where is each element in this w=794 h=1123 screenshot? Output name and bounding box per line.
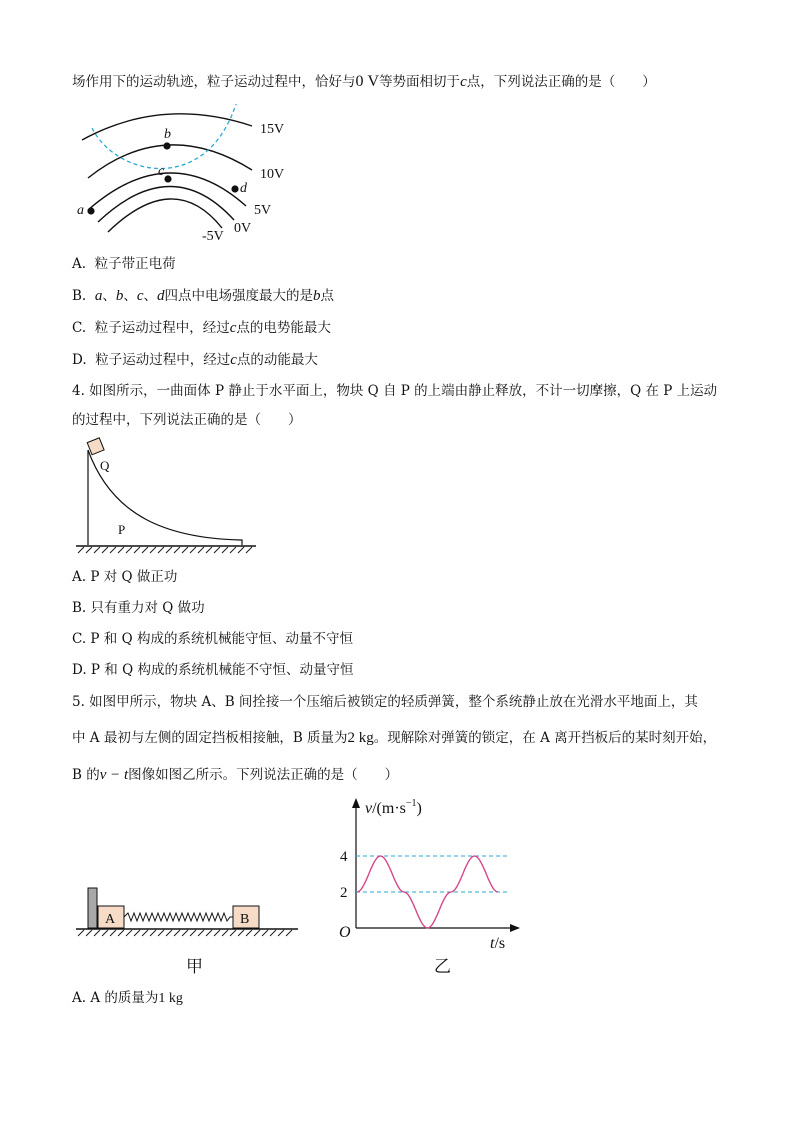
q5-line2-pre: 中 A 最初与左侧的固定挡板相接触，B 质量为: [72, 730, 348, 746]
q5-spring-figure: [72, 880, 307, 980]
origin-label: O: [339, 924, 351, 941]
q4-option-d: D. P 和 Q 构成的系统机械能不守恒、动量守恒: [72, 662, 354, 678]
point-d: [231, 185, 238, 192]
x-axis-arrow: [510, 924, 520, 932]
label-q: Q: [100, 458, 110, 473]
block-q: [87, 438, 104, 455]
point-a: [87, 207, 94, 214]
x-axis-label: t/s: [490, 935, 506, 952]
y-tick-label-2: 2: [340, 885, 348, 901]
label-neg5v: -5V: [202, 229, 224, 244]
q3-option-c: [72, 318, 331, 338]
q5-stem-line3: [72, 765, 398, 785]
ground-hatch: [78, 547, 252, 553]
q5-line3-post: 图像如图乙所示。下列说法正确的是（ ）: [128, 767, 399, 783]
q3-option-d-pre: 粒子运动过程中，经过: [95, 352, 231, 368]
q3-option-b-d: d: [156, 288, 165, 304]
q3-option-a-text: 粒子带正电荷: [94, 256, 176, 272]
point-b: [163, 142, 170, 149]
q3-option-b-a: a: [94, 288, 103, 304]
label-d: d: [240, 181, 247, 196]
q3-option-d-letter: D.: [72, 352, 87, 368]
q3-option-b: [72, 286, 334, 306]
q5-stem-line2: [72, 728, 716, 748]
q3-option-c-letter: C.: [72, 320, 87, 336]
q3-intro-pre: 场作用下的运动轨迹，粒子运动过程中，恰好与: [72, 74, 356, 90]
q4-stem-line2: 的过程中，下列说法正确的是（ ）: [72, 412, 302, 428]
q3-option-d-c: c: [230, 352, 237, 368]
p-right-edge: [240, 540, 242, 545]
fixed-wall: [88, 888, 97, 928]
q3-option-a-letter: A.: [72, 256, 87, 272]
q3-option-b-bb: b: [312, 288, 321, 304]
q3-option-c-c: c: [229, 320, 237, 336]
q3-option-c-post: 点的电势能最大: [236, 320, 331, 336]
point-c: [164, 175, 171, 182]
q3-option-b-b: b: [115, 288, 124, 304]
q5-option-a: [72, 988, 183, 1009]
q3-intro: [72, 72, 656, 92]
q5-vt-label: v − t: [99, 767, 129, 783]
q3-intro-voltage: 0 V: [355, 73, 380, 90]
label-a: A: [105, 912, 116, 927]
ground-hatch: [78, 930, 292, 936]
q3-option-b-mid: 四点中电场强度最大的是: [164, 288, 313, 304]
q5-option-a-mass: 1 kg: [158, 991, 183, 1006]
label-a: a: [77, 203, 84, 218]
label-p: P: [118, 522, 126, 537]
q3-equipotential-figure: [70, 100, 310, 250]
q5-line2-post: 。现解除对弹簧的锁定，在 A 离开挡板后的某时刻开始，: [373, 730, 717, 746]
q3-option-d: [72, 350, 318, 370]
label-0v: 0V: [234, 221, 252, 236]
q4-stem-line1: 4. 如图所示，一曲面体 P 静止于水平面上，物块 Q 自 P 的上端由静止释放，不计一切摩擦，Q 在 P 上运动: [72, 383, 718, 399]
q3-intro-point-c: c: [460, 74, 467, 90]
q5-option-a-pre: A. A 的质量为: [72, 990, 159, 1006]
q3-option-b-sep3: 、: [143, 288, 157, 304]
q4-option-c: C. P 和 Q 构成的系统机械能守恒、动量不守恒: [72, 631, 353, 647]
q4-curved-block-figure: [72, 436, 262, 556]
q3-option-b-letter: B.: [72, 288, 87, 304]
q4-option-a: A. P 对 Q 做正功: [72, 569, 178, 585]
q3-option-b-post: 点: [320, 288, 334, 304]
q3-option-b-sep1: 、: [102, 288, 116, 304]
label-b: b: [164, 127, 171, 142]
arc-neg5v: [108, 199, 222, 232]
arc-0v: [98, 186, 234, 222]
q4-option-b: B. 只有重力对 Q 做功: [72, 600, 205, 616]
q3-intro-post: 点，下列说法正确的是（ ）: [466, 74, 656, 90]
label-10v: 10V: [260, 167, 285, 182]
y-axis-label: $v/(m\cdot s^{-1})$: [365, 798, 422, 817]
q3-option-b-c: c: [136, 288, 144, 304]
q3-option-b-sep2: 、: [123, 288, 137, 304]
label-5v: 5V: [254, 203, 272, 218]
q3-option-c-pre: 粒子运动过程中，经过: [94, 320, 230, 336]
q5-stem-line1: 5. 如图甲所示，物块 A、B 间拴接一个压缩后被锁定的轻质弹簧，整个系统静止放在光滑水平地面上，其: [72, 694, 698, 710]
y-tick-label-4: 4: [340, 849, 348, 865]
caption-jia: 甲: [186, 957, 203, 976]
p-curved-surface: [88, 450, 240, 540]
q3-option-d-post: 点的动能最大: [236, 352, 318, 368]
label-b: B: [240, 912, 250, 927]
spring: [124, 913, 233, 921]
caption-yi: 乙: [434, 957, 451, 976]
q5-vt-chart: [330, 790, 530, 980]
q3-option-a: [72, 254, 176, 274]
label-15v: 15V: [260, 122, 285, 137]
q3-intro-mid: 等势面相切于: [379, 74, 461, 90]
label-c: c: [158, 164, 165, 179]
q5-mass-b: 2 kg: [347, 730, 374, 746]
q5-line3-pre: B 的: [72, 767, 100, 783]
y-axis-arrow: [352, 798, 360, 808]
